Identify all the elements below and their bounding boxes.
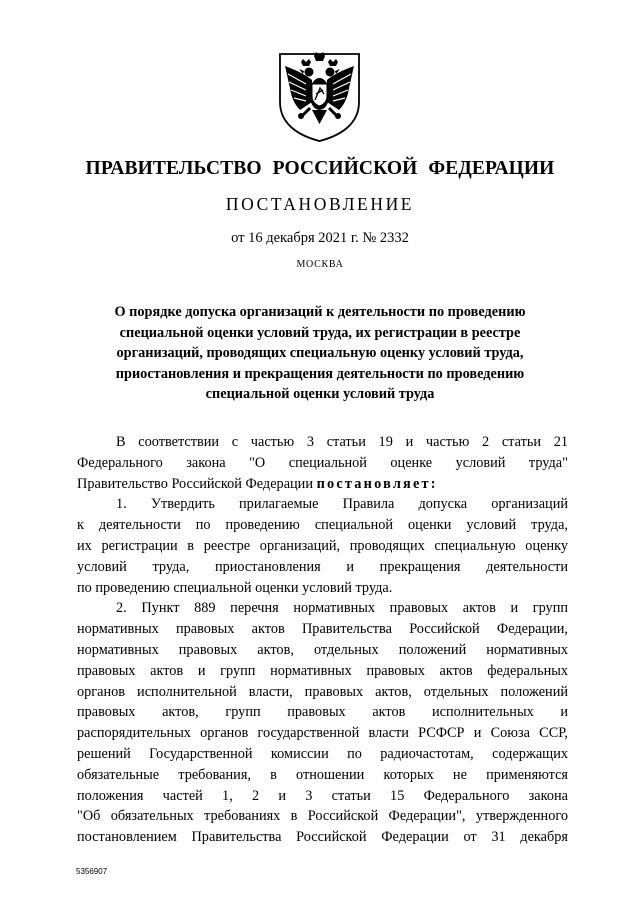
body-line: по проведению специальной оценки условий труда.: [77, 579, 393, 596]
body-line: Федерального закона "О специальной оценке условий труда": [77, 454, 568, 471]
document-code: 5356907: [76, 867, 108, 876]
body-line: [77, 474, 568, 495]
body-line: обязательные требования, в отношении которых не применяются: [77, 766, 568, 783]
title-line: специальной оценки условий труда, их регистрации в реестре: [119, 324, 521, 341]
city: МОСКВА: [296, 259, 344, 270]
document-body: [77, 432, 568, 848]
russian-coat-of-arms-icon: [276, 50, 363, 144]
body-line: решений Государственной комиссии по радиочастотам, содержащих: [77, 745, 568, 762]
title-line: специальной оценки условий труда: [205, 386, 435, 403]
body-line: к деятельности по проведению специальной оценки условий труда,: [77, 517, 568, 534]
title-line: приостановления и прекращения деятельности по проведению: [115, 365, 525, 382]
body-line: положения частей 1, 2 и 3 статьи 15 Федерального закона: [77, 787, 568, 804]
body-line: В соответствии с частью 3 статьи 19 и частью 2 статьи 21: [116, 434, 568, 450]
title-line: О порядке допуска организаций к деятельности по проведению: [114, 304, 526, 320]
document-type: ПОСТАНОВЛЕНИЕ: [225, 194, 415, 214]
body-line: органов исполнительной власти, правовых актов, отдельных положений: [77, 683, 568, 700]
body-line: нормативных правовых актов Правительства Российской Федерации,: [77, 621, 568, 638]
body-line: распорядительных органов государственной власти РСФСР и Союза ССР,: [77, 725, 568, 742]
body-line: правовых актов, групп правовых актов исполнительных и: [77, 704, 568, 721]
body-line: их регистрации в реестре организаций, проводящих специальную оценку: [77, 537, 568, 554]
body-line: 1. Утвердить прилагаемые Правила допуска организаций: [116, 496, 568, 513]
resolves-word: постановляет:: [316, 475, 438, 492]
body-line: условий труда, приостановления и прекращения деятельности: [77, 558, 568, 575]
government-title: ПРАВИТЕЛЬСТВО РОССИЙСКОЙ ФЕДЕРАЦИИ: [85, 158, 555, 179]
body-line: "Об обязательных требованиях в Российской Федерации", утвержденного: [77, 808, 568, 825]
document-title: [90, 302, 550, 405]
title-line: организаций, проводящих специальную оценку условий труда,: [116, 345, 524, 362]
body-text: Правительство Российской Федерации: [77, 475, 313, 492]
body-line: постановлением Правительства Российской Федерации от 31 декабря: [77, 829, 568, 846]
body-line: правовых актов и групп нормативных правовых актов федеральных: [77, 662, 568, 679]
date-and-number: от 16 декабря 2021 г. № 2332: [231, 230, 409, 246]
body-line: нормативных правовых актов, отдельных положений нормативных: [77, 641, 568, 658]
body-line: 2. Пункт 889 перечня нормативных правовых актов и групп: [116, 600, 568, 617]
